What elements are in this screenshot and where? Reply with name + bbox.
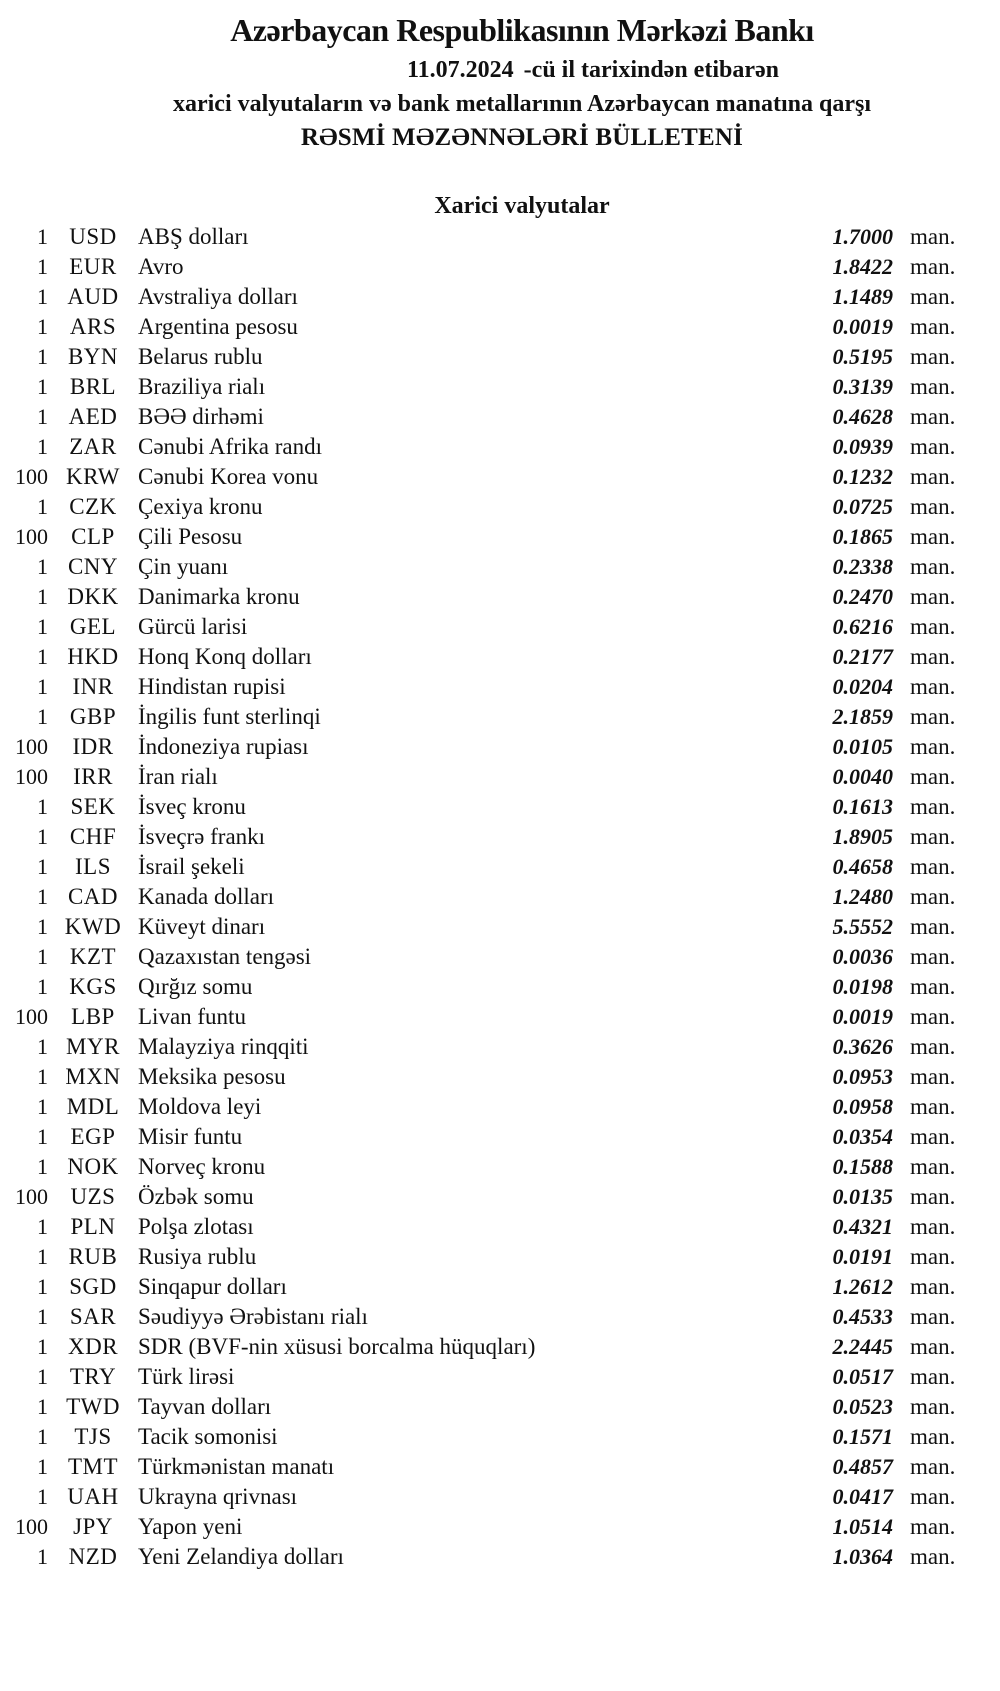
quantity-cell: 1 xyxy=(37,1214,48,1239)
unit-label-cell: man. xyxy=(910,944,956,969)
currency-name-cell: İran rialı xyxy=(138,764,218,789)
rate-value-cell: 0.4321 xyxy=(832,1214,893,1239)
rate-value-cell: 0.1588 xyxy=(832,1154,893,1179)
currency-code-cell: DKK xyxy=(67,584,119,609)
unit-label-cell: man. xyxy=(910,614,956,639)
rate-value-cell: 1.0514 xyxy=(832,1514,893,1539)
quantity-cell: 1 xyxy=(37,1304,48,1329)
quantity-cell: 1 xyxy=(37,1094,48,1119)
currency-name-cell: Çili Pesosu xyxy=(138,524,243,549)
currency-name-cell: Qırğız somu xyxy=(138,974,253,999)
quantity-cell: 1 xyxy=(37,254,48,279)
unit-label-cell: man. xyxy=(910,1274,956,1299)
currency-name-cell: Küveyt dinarı xyxy=(138,914,266,939)
rate-row xyxy=(0,732,1000,762)
rate-row xyxy=(0,1242,1000,1272)
quantity-cell: 1 xyxy=(37,1034,48,1059)
rate-value-cell: 0.0040 xyxy=(832,764,893,789)
rate-value-cell: 0.3139 xyxy=(832,374,893,399)
rate-row xyxy=(0,432,1000,462)
quantity-cell: 1 xyxy=(37,1364,48,1389)
currency-code-cell: BYN xyxy=(67,344,119,369)
currency-name-cell: Türkmənistan manatı xyxy=(138,1454,335,1479)
rate-row xyxy=(0,1152,1000,1182)
rate-row xyxy=(0,792,1000,822)
unit-label-cell: man. xyxy=(910,374,956,399)
rate-row xyxy=(0,702,1000,732)
quantity-cell: 100 xyxy=(15,524,48,549)
rate-value-cell: 0.0191 xyxy=(832,1244,893,1269)
currency-code-cell: UZS xyxy=(70,1184,116,1209)
unit-label-cell: man. xyxy=(910,704,956,729)
currency-code-cell: HKD xyxy=(67,644,119,669)
quantity-cell: 1 xyxy=(37,374,48,399)
rate-row xyxy=(0,852,1000,882)
quantity-cell: 1 xyxy=(37,1484,48,1509)
quantity-cell: 1 xyxy=(37,674,48,699)
rate-value-cell: 0.0958 xyxy=(832,1094,893,1119)
unit-label-cell: man. xyxy=(910,1484,956,1509)
rate-value-cell: 0.0204 xyxy=(832,674,893,699)
bulletin-title: RƏSMİ MƏZƏNNƏLƏRİ BÜLLETENİ xyxy=(300,124,744,151)
rate-value-cell: 0.2338 xyxy=(832,554,893,579)
rate-value-cell: 0.0939 xyxy=(832,434,893,459)
currency-name-cell: Ukrayna qrivnası xyxy=(138,1484,298,1509)
quantity-cell: 100 xyxy=(15,464,48,489)
currency-code-cell: KRW xyxy=(66,464,120,489)
currency-name-cell: Səudiyyə Ərəbistanı rialı xyxy=(138,1304,368,1329)
rate-value-cell: 1.7000 xyxy=(832,224,893,249)
rate-row xyxy=(0,552,1000,582)
currency-name-cell: Yapon yeni xyxy=(138,1514,243,1539)
currency-name-cell: Polşa zlotası xyxy=(138,1214,254,1239)
quantity-cell: 1 xyxy=(37,1424,48,1449)
quantity-cell: 1 xyxy=(37,1154,48,1179)
quantity-cell: 1 xyxy=(37,854,48,879)
quantity-cell: 1 xyxy=(37,404,48,429)
effective-date-suffix: -cü il tarixindən etibarən xyxy=(523,57,779,83)
currency-name-cell: Özbək somu xyxy=(138,1184,254,1209)
rate-row xyxy=(0,282,1000,312)
quantity-cell: 1 xyxy=(37,1454,48,1479)
rate-row xyxy=(0,972,1000,1002)
rate-value-cell: 0.0417 xyxy=(832,1484,893,1509)
rate-row xyxy=(0,462,1000,492)
unit-label-cell: man. xyxy=(910,494,956,519)
currency-code-cell: TRY xyxy=(69,1364,117,1389)
currency-name-cell: Malayziya rinqqiti xyxy=(138,1034,309,1059)
unit-label-cell: man. xyxy=(910,644,956,669)
rate-row xyxy=(0,1392,1000,1422)
rate-value-cell: 0.0354 xyxy=(832,1124,893,1149)
currency-name-cell: İngilis funt sterlinqi xyxy=(138,704,321,729)
rate-row xyxy=(0,342,1000,372)
unit-label-cell: man. xyxy=(910,884,956,909)
currency-name-cell: Meksika pesosu xyxy=(138,1064,286,1089)
bulletin-subtitle: xarici valyutaların və bank metallarının Azərbaycan manatına qarşı xyxy=(172,91,871,117)
rate-row xyxy=(0,822,1000,852)
rate-row xyxy=(0,312,1000,342)
section-title-foreign-currencies: Xarici valyutalar xyxy=(434,193,610,219)
currency-code-cell: PLN xyxy=(70,1214,116,1239)
rate-row xyxy=(0,222,1000,252)
currency-code-cell: SGD xyxy=(69,1274,117,1299)
currency-name-cell: İsveç kronu xyxy=(138,794,246,819)
currency-name-cell: Gürcü larisi xyxy=(138,614,248,639)
unit-label-cell: man. xyxy=(910,1454,956,1479)
quantity-cell: 1 xyxy=(37,1064,48,1089)
currency-name-cell: Türk lirəsi xyxy=(138,1364,235,1389)
rate-row xyxy=(0,762,1000,792)
currency-code-cell: MXN xyxy=(65,1064,121,1089)
unit-label-cell: man. xyxy=(910,1004,956,1029)
unit-label-cell: man. xyxy=(910,734,956,759)
rate-row xyxy=(0,1422,1000,1452)
rate-value-cell: 0.0019 xyxy=(832,1004,893,1029)
currency-code-cell: XDR xyxy=(67,1334,119,1359)
currency-name-cell: Kanada dolları xyxy=(138,884,275,909)
unit-label-cell: man. xyxy=(910,1544,956,1569)
currency-code-cell: SEK xyxy=(70,794,116,819)
rate-row xyxy=(0,1482,1000,1512)
currency-code-cell: CZK xyxy=(69,494,117,519)
quantity-cell: 100 xyxy=(15,734,48,759)
unit-label-cell: man. xyxy=(910,1364,956,1389)
unit-label-cell: man. xyxy=(910,284,956,309)
rate-row xyxy=(0,402,1000,432)
unit-label-cell: man. xyxy=(910,794,956,819)
quantity-cell: 1 xyxy=(37,344,48,369)
currency-code-cell: USD xyxy=(69,224,117,249)
quantity-cell: 1 xyxy=(37,224,48,249)
quantity-cell: 1 xyxy=(37,794,48,819)
rate-value-cell: 0.0198 xyxy=(832,974,893,999)
currency-code-cell: EGP xyxy=(70,1124,116,1149)
rate-row xyxy=(0,1302,1000,1332)
quantity-cell: 1 xyxy=(37,554,48,579)
rate-row xyxy=(0,912,1000,942)
rate-row xyxy=(0,1182,1000,1212)
currency-code-cell: KWD xyxy=(64,914,122,939)
quantity-cell: 1 xyxy=(37,704,48,729)
currency-name-cell: Tacik somonisi xyxy=(138,1424,278,1449)
quantity-cell: 100 xyxy=(15,764,48,789)
quantity-cell: 1 xyxy=(37,1544,48,1569)
unit-label-cell: man. xyxy=(910,1334,956,1359)
rate-value-cell: 1.8422 xyxy=(832,254,893,279)
unit-label-cell: man. xyxy=(910,524,956,549)
currency-name-cell: Cənubi Afrika randı xyxy=(138,434,322,459)
currency-name-cell: Danimarka kronu xyxy=(138,584,300,609)
rate-row xyxy=(0,372,1000,402)
rate-value-cell: 0.2177 xyxy=(832,644,893,669)
rate-value-cell: 0.6216 xyxy=(832,614,893,639)
header xyxy=(44,0,1000,220)
unit-label-cell: man. xyxy=(910,1244,956,1269)
rate-value-cell: 0.1865 xyxy=(832,524,893,549)
unit-label-cell: man. xyxy=(910,344,956,369)
currency-name-cell: İsveçrə frankı xyxy=(138,824,266,849)
rate-value-cell: 0.0725 xyxy=(832,494,893,519)
currency-code-cell: MDL xyxy=(66,1094,120,1119)
quantity-cell: 1 xyxy=(37,944,48,969)
quantity-cell: 1 xyxy=(37,584,48,609)
currency-code-cell: AED xyxy=(68,404,118,429)
currency-name-cell: Avstraliya dolları xyxy=(138,284,298,309)
currency-code-cell: CNY xyxy=(67,554,119,579)
unit-label-cell: man. xyxy=(910,854,956,879)
unit-label-cell: man. xyxy=(910,1094,956,1119)
quantity-cell: 1 xyxy=(37,614,48,639)
currency-name-cell: Yeni Zelandiya dolları xyxy=(138,1544,344,1569)
currency-code-cell: RUB xyxy=(68,1244,118,1269)
currency-name-cell: Livan funtu xyxy=(138,1004,246,1029)
currency-code-cell: GEL xyxy=(69,614,117,639)
unit-label-cell: man. xyxy=(910,1424,956,1449)
unit-label-cell: man. xyxy=(910,584,956,609)
currency-name-cell: İsrail şekeli xyxy=(138,854,245,879)
currency-code-cell: AUD xyxy=(67,284,119,309)
currency-code-cell: GBP xyxy=(69,704,117,729)
rate-row xyxy=(0,1512,1000,1542)
unit-label-cell: man. xyxy=(910,314,956,339)
currency-name-cell: Norveç kronu xyxy=(138,1154,266,1179)
currency-code-cell: KZT xyxy=(69,944,117,969)
currency-name-cell: BƏƏ dirhəmi xyxy=(138,404,264,429)
unit-label-cell: man. xyxy=(910,1124,956,1149)
quantity-cell: 1 xyxy=(37,284,48,309)
quantity-cell: 100 xyxy=(15,1514,48,1539)
currency-name-cell: Belarus rublu xyxy=(138,344,263,369)
rate-value-cell: 0.0953 xyxy=(832,1064,893,1089)
currency-name-cell: Misir funtu xyxy=(138,1124,243,1149)
rate-value-cell: 0.4857 xyxy=(832,1454,893,1479)
unit-label-cell: man. xyxy=(910,554,956,579)
currency-name-cell: Avro xyxy=(138,254,184,279)
quantity-cell: 1 xyxy=(37,884,48,909)
currency-code-cell: EUR xyxy=(69,254,117,279)
currency-code-cell: ZAR xyxy=(69,434,117,459)
unit-label-cell: man. xyxy=(910,1394,956,1419)
rate-value-cell: 1.8905 xyxy=(832,824,893,849)
currency-code-cell: BRL xyxy=(69,374,117,399)
rate-row xyxy=(0,1452,1000,1482)
rate-row xyxy=(0,1542,1000,1572)
currency-code-cell: UAH xyxy=(67,1484,119,1509)
currency-code-cell: CLP xyxy=(71,524,115,549)
unit-label-cell: man. xyxy=(910,764,956,789)
currency-code-cell: MYR xyxy=(66,1034,120,1059)
bank-title: Azərbaycan Respublikasının Mərkəzi Bankı xyxy=(230,12,814,48)
quantity-cell: 1 xyxy=(37,644,48,669)
currency-name-cell: Braziliya rialı xyxy=(138,374,266,399)
quantity-cell: 100 xyxy=(15,1004,48,1029)
currency-name-cell: ABŞ dolları xyxy=(138,224,249,249)
rate-value-cell: 0.0105 xyxy=(832,734,893,759)
rate-value-cell: 0.4658 xyxy=(832,854,893,879)
quantity-cell: 1 xyxy=(37,1334,48,1359)
rate-row xyxy=(0,672,1000,702)
quantity-cell: 1 xyxy=(37,314,48,339)
currency-code-cell: IRR xyxy=(73,764,113,789)
rate-row xyxy=(0,522,1000,552)
currency-name-cell: Sinqapur dolları xyxy=(138,1274,287,1299)
rate-value-cell: 0.4533 xyxy=(832,1304,893,1329)
rate-row xyxy=(0,1332,1000,1362)
rate-row xyxy=(0,1122,1000,1152)
currency-code-cell: JPY xyxy=(73,1514,113,1539)
quantity-cell: 1 xyxy=(37,494,48,519)
quantity-cell: 1 xyxy=(37,974,48,999)
rate-value-cell: 0.1613 xyxy=(832,794,893,819)
currency-name-cell: Qazaxıstan tengəsi xyxy=(138,944,312,969)
unit-label-cell: man. xyxy=(910,1184,956,1209)
rate-value-cell: 1.2612 xyxy=(832,1274,893,1299)
effective-date-line xyxy=(115,56,1000,84)
rate-value-cell: 0.4628 xyxy=(832,404,893,429)
currency-name-cell: Argentina pesosu xyxy=(138,314,298,339)
unit-label-cell: man. xyxy=(910,404,956,429)
currency-name-cell: Rusiya rublu xyxy=(138,1244,257,1269)
unit-label-cell: man. xyxy=(910,674,956,699)
unit-label-cell: man. xyxy=(910,914,956,939)
unit-label-cell: man. xyxy=(910,254,956,279)
rate-row xyxy=(0,1062,1000,1092)
rate-value-cell: 0.1571 xyxy=(832,1424,893,1449)
currency-name-cell: Çexiya kronu xyxy=(138,494,263,519)
rate-row xyxy=(0,612,1000,642)
rate-value-cell: 2.2445 xyxy=(832,1334,893,1359)
rate-value-cell: 0.5195 xyxy=(832,344,893,369)
quantity-cell: 1 xyxy=(37,1394,48,1419)
quantity-cell: 1 xyxy=(37,914,48,939)
unit-label-cell: man. xyxy=(910,224,956,249)
currency-code-cell: TJS xyxy=(74,1424,112,1449)
unit-label-cell: man. xyxy=(910,464,956,489)
currency-code-cell: CAD xyxy=(67,884,119,909)
rate-row xyxy=(0,1212,1000,1242)
unit-label-cell: man. xyxy=(910,824,956,849)
unit-label-cell: man. xyxy=(910,1214,956,1239)
rate-value-cell: 0.0517 xyxy=(832,1364,893,1389)
currency-code-cell: IDR xyxy=(72,734,114,759)
rate-value-cell: 5.5552 xyxy=(832,914,893,939)
quantity-cell: 1 xyxy=(37,1244,48,1269)
quantity-cell: 100 xyxy=(15,1184,48,1209)
rate-row xyxy=(0,1272,1000,1302)
currency-code-cell: ILS xyxy=(75,854,111,879)
rate-row xyxy=(0,882,1000,912)
currency-name-cell: Honq Konq dolları xyxy=(138,644,312,669)
quantity-cell: 1 xyxy=(37,1274,48,1299)
rates-table xyxy=(0,222,1000,1572)
currency-code-cell: ARS xyxy=(69,314,117,339)
currency-code-cell: TWD xyxy=(66,1394,120,1419)
rate-value-cell: 0.1232 xyxy=(832,464,893,489)
currency-code-cell: KGS xyxy=(69,974,117,999)
currency-code-cell: SAR xyxy=(69,1304,117,1329)
rate-value-cell: 1.0364 xyxy=(832,1544,893,1569)
unit-label-cell: man. xyxy=(910,1514,956,1539)
currency-code-cell: NOK xyxy=(67,1154,119,1179)
rate-row xyxy=(0,942,1000,972)
rate-value-cell: 0.0135 xyxy=(832,1184,893,1209)
currency-code-cell: NZD xyxy=(68,1544,118,1569)
unit-label-cell: man. xyxy=(910,1034,956,1059)
unit-label-cell: man. xyxy=(910,1154,956,1179)
rate-value-cell: 0.0523 xyxy=(832,1394,893,1419)
unit-label-cell: man. xyxy=(910,434,956,459)
currency-name-cell: Hindistan rupisi xyxy=(138,674,286,699)
unit-label-cell: man. xyxy=(910,1064,956,1089)
currency-code-cell: INR xyxy=(72,674,114,699)
rate-value-cell: 0.2470 xyxy=(832,584,893,609)
currency-code-cell: CHF xyxy=(69,824,117,849)
quantity-cell: 1 xyxy=(37,1124,48,1149)
rate-value-cell: 2.1859 xyxy=(832,704,893,729)
rate-row xyxy=(0,642,1000,672)
rate-row xyxy=(0,582,1000,612)
currency-name-cell: Cənubi Korea vonu xyxy=(138,464,319,489)
rate-row xyxy=(0,252,1000,282)
rate-row xyxy=(0,492,1000,522)
rate-value-cell: 0.0036 xyxy=(832,944,893,969)
quantity-cell: 1 xyxy=(37,434,48,459)
currency-name-cell: İndoneziya rupiası xyxy=(138,734,309,759)
rate-row xyxy=(0,1002,1000,1032)
rate-value-cell: 1.1489 xyxy=(832,284,893,309)
rate-row xyxy=(0,1362,1000,1392)
rate-value-cell: 0.3626 xyxy=(832,1034,893,1059)
currency-name-cell: Çin yuanı xyxy=(138,554,229,579)
currency-code-cell: LBP xyxy=(71,1004,115,1029)
rate-value-cell: 1.2480 xyxy=(832,884,893,909)
rate-value-cell: 0.0019 xyxy=(832,314,893,339)
currency-code-cell: TMT xyxy=(67,1454,119,1479)
unit-label-cell: man. xyxy=(910,1304,956,1329)
currency-name-cell: SDR (BVF-nin xüsusi borcalma hüquqları) xyxy=(138,1334,536,1359)
quantity-cell: 1 xyxy=(37,824,48,849)
rate-row xyxy=(0,1032,1000,1062)
rate-row xyxy=(0,1092,1000,1122)
unit-label-cell: man. xyxy=(910,974,956,999)
currency-name-cell: Tayvan dolları xyxy=(138,1394,272,1419)
effective-date: 11.07.2024 xyxy=(406,57,514,83)
currency-name-cell: Moldova leyi xyxy=(138,1094,262,1119)
